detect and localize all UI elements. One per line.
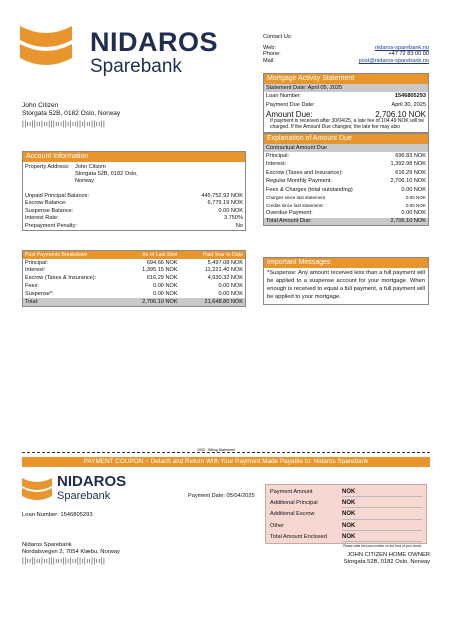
statement-date: Statement Date: April 05, 2025: [264, 84, 428, 92]
breakdown-cell: 616.29 NOK: [146, 275, 178, 282]
breakdown-row: [23, 267, 245, 275]
phone-value: +47 72 83 00 00: [388, 51, 429, 58]
breakdown-cell: 1,395.15 NOK: [142, 267, 178, 274]
owner-block: [300, 552, 430, 566]
breakdown-header-1: As of Last Stmt: [142, 252, 178, 258]
bank-logo: [20, 22, 72, 72]
coupon-row-value: NOK: [342, 489, 422, 497]
explanation-row-label: Regular Monthly Payment:: [266, 178, 332, 185]
coupon-logo: [22, 476, 52, 503]
account-row: [23, 215, 245, 222]
property-line2: Storgata 52B, 0182 Oslo,: [75, 171, 138, 178]
explanation-panel: [263, 133, 429, 226]
mail-link[interactable]: post@nidaros-sparebank.no: [358, 58, 429, 65]
breakdown-cell: Escrow (Taxes & Insurance):: [25, 275, 97, 282]
coupon-row: [270, 521, 422, 532]
owner-address: Storgata 52B, 0182 Oslo, Norway: [343, 558, 430, 565]
breakdown-row: [23, 275, 245, 283]
breakdown-cell: Suspense*:: [25, 290, 54, 297]
remit-bank-address: Nordalsvegen 2, 7054 Klæbu, Norway: [22, 548, 120, 555]
breakdown-cell: 0.00 NOK: [153, 290, 178, 297]
coupon-row-value: NOK: [342, 500, 422, 508]
coupon-bank-sub: Sparebank: [57, 490, 111, 502]
phone-label: Phone:: [263, 51, 281, 58]
explanation-row-value: 0.00 NOK: [405, 202, 426, 208]
explanation-row-label: Overdue Payment:: [266, 209, 313, 216]
explanation-title: Explanation of Amount Due: [264, 134, 428, 144]
explanation-row-label: Interest:: [266, 161, 287, 168]
remit-barcode: ||ıı||ıı|ıı|||ııı||ı|ıı||ı|ıı||ıı||: [22, 557, 106, 565]
explanation-row: [264, 202, 428, 209]
explanation-row-label: Charges since last statement: [266, 195, 326, 201]
contractual-sub: Contractual Amount Due: [264, 144, 428, 152]
account-row-value: 0.00 NOK: [218, 207, 243, 214]
contact-title: Contact Us:: [263, 34, 293, 40]
breakdown-cell: 4,930.32 NOK: [207, 275, 244, 282]
property-line1: John Citizen: [75, 164, 106, 171]
contact-box: [263, 34, 429, 65]
coupon-banner: PAYMENT COUPON ~ Detach and Return With Your Payment Made Payable to: Nidaros Sparebank: [22, 457, 430, 467]
account-title: Account Information: [23, 152, 245, 162]
property-label: Property Address:: [25, 164, 70, 171]
customer-name: John Citizen: [22, 102, 59, 109]
account-row-label: Unpaid Principal Balance:: [25, 192, 90, 199]
explanation-row: [264, 161, 428, 169]
explanation-row-label: Escrow (Taxes and Insurance):: [266, 169, 343, 176]
breakdown-cell: Fees:: [25, 282, 39, 289]
total-due-value: 2,706.10 NOK: [390, 218, 426, 225]
breakdown-total-label: Total:: [25, 298, 39, 305]
customer-barcode: ||ıı||ıı|ıı|||ııı||ı|ıı||ı|ıı||ıı||: [22, 120, 106, 128]
explanation-row-value: 696.83 NOK: [395, 152, 426, 159]
coupon-loan-number: Loan Number: 1546805293: [22, 512, 93, 518]
property-line3: Norway: [75, 177, 94, 184]
owner-name: JOHN CITIZEN HOME OWNER: [347, 552, 430, 558]
breakdown-cell: Principal:: [25, 259, 49, 266]
coupon-row-value: NOK: [342, 511, 422, 519]
breakdown-cell: 0.00 NOK: [153, 282, 178, 289]
explanation-row-value: 2,706.10 NOK: [390, 178, 426, 185]
important-panel: [263, 257, 429, 305]
explanation-row-value: 616.29 NOK: [395, 169, 426, 176]
mail-label: Mail:: [263, 58, 275, 65]
account-row: [23, 200, 245, 207]
breakdown-cell: 0.00 NOK: [218, 290, 244, 297]
loan-number: 1546805293: [394, 93, 426, 100]
breakdown-total-last: 2,706.10 NOK: [142, 298, 178, 305]
coupon-row: [270, 510, 422, 521]
coupon-row-label: Payment Amount: [270, 488, 313, 495]
breakdown-total-ytd: 21,648.80 NOK: [204, 298, 244, 305]
coupon-bank-name: NIDAROS: [57, 473, 127, 490]
explanation-row: [264, 169, 428, 177]
account-row: [23, 222, 245, 229]
explanation-row-label: Credits since last statement:: [266, 202, 324, 208]
breakdown-row: [23, 259, 245, 267]
coupon-row-label: Total Amount Enclosed: [270, 534, 327, 541]
web-label: Web:: [263, 44, 276, 51]
explanation-row-label: Fees & Charges (total outstanding): [266, 186, 353, 193]
loan-number-label: Loan Number:: [266, 93, 302, 100]
customer-address: Storgata 52B, 0182 Oslo, Norway: [22, 109, 121, 117]
breakdown-cell: 694.66 NOK: [146, 259, 178, 266]
breakdown-row: [23, 290, 245, 298]
breakdown-table: [22, 250, 246, 307]
coupon-row: [270, 498, 422, 509]
explanation-row-value: 0.00 NOK: [405, 195, 426, 201]
coupon-row-value: NOK: [342, 534, 422, 542]
coupon-payment-date: Payment Date: 05/04/2025: [188, 493, 255, 499]
explanation-row: [264, 152, 428, 160]
customer-block: [22, 102, 120, 129]
amount-due-label: Amount Due:: [266, 109, 313, 119]
due-date: April 30, 2025: [391, 101, 426, 108]
late-fee-note: If payment is received after 30/04/25, a late fee of 104.49 NOK will be charged. If the Amount Due changes, the late fee may also: [270, 118, 424, 130]
coupon-note: Please write the loan number on the front of your check.: [342, 543, 422, 548]
mail-to: [22, 542, 120, 566]
coupon-row: [270, 533, 422, 544]
breakdown-cell: 11,221.40 NOK: [204, 267, 244, 274]
account-row-label: Prepayment Penalty:: [25, 222, 77, 229]
activity-panel: [263, 73, 429, 133]
explanation-row-value: 1,392.98 NOK: [390, 161, 426, 168]
breakdown-header-2: Paid Year to Date: [202, 252, 244, 258]
explanation-row-value: 0.00 NOK: [401, 209, 426, 216]
due-date-label: Payment Due Date:: [266, 101, 315, 108]
web-link[interactable]: nidaros-sparebank.no: [374, 44, 429, 51]
account-row: [23, 193, 245, 200]
explanation-row: [264, 209, 428, 217]
bank-name: NIDAROS: [90, 27, 219, 57]
explanation-row-value: 0.00 NOK: [401, 186, 426, 193]
important-title: Important Messages: [264, 258, 428, 268]
account-row-value: 6,779.19 NOK: [207, 200, 243, 207]
account-row-value: 3.750%: [224, 215, 243, 222]
breakdown-cell: 5,497.08 NOK: [207, 259, 244, 266]
amount-due: 2,706.10 NOK: [375, 109, 426, 119]
coupon-row: [270, 487, 422, 498]
explanation-row: [264, 195, 428, 202]
total-due-label: Total Amount Due:: [266, 218, 312, 225]
account-row-label: Escrow Balance:: [25, 200, 67, 207]
remit-bank-name: Nidaros Sparebank: [22, 542, 72, 548]
coupon-row-label: Other: [270, 522, 284, 529]
coupon-box: [265, 484, 427, 548]
activity-title: Mortgage Activity Statement: [264, 74, 428, 84]
cut-label: 1000 - Billing Statement: [197, 448, 236, 452]
breakdown-row: [23, 282, 245, 290]
breakdown-cell: Interest:: [25, 267, 46, 274]
account-row: [23, 207, 245, 214]
account-row-value: 445,752.92 NOK: [201, 192, 243, 199]
account-panel: [22, 151, 246, 231]
breakdown-cell: 0.00 NOK: [218, 282, 244, 289]
coupon-row-label: Additional Principal: [270, 499, 318, 506]
important-text: *Suspense: Any amount received less than a full payment will be applied to a suspense account for your mortgage. When enough is received to equal a full payment, a full payment will be applied to your mortgage.: [267, 270, 425, 300]
coupon-row-value: NOK: [342, 523, 422, 531]
account-row-value: No: [235, 222, 243, 229]
account-row-label: Interest Rate:: [25, 215, 59, 222]
explanation-row-label: Principal:: [266, 152, 290, 159]
coupon-row-label: Additional Escrow: [270, 511, 315, 518]
explanation-row: [264, 178, 428, 186]
bank-sub: Sparebank: [90, 56, 182, 77]
account-row-label: Suspense Balance:: [25, 207, 74, 214]
breakdown-header-0: Past Payments Breakdown: [25, 252, 88, 258]
explanation-row: [264, 186, 428, 194]
